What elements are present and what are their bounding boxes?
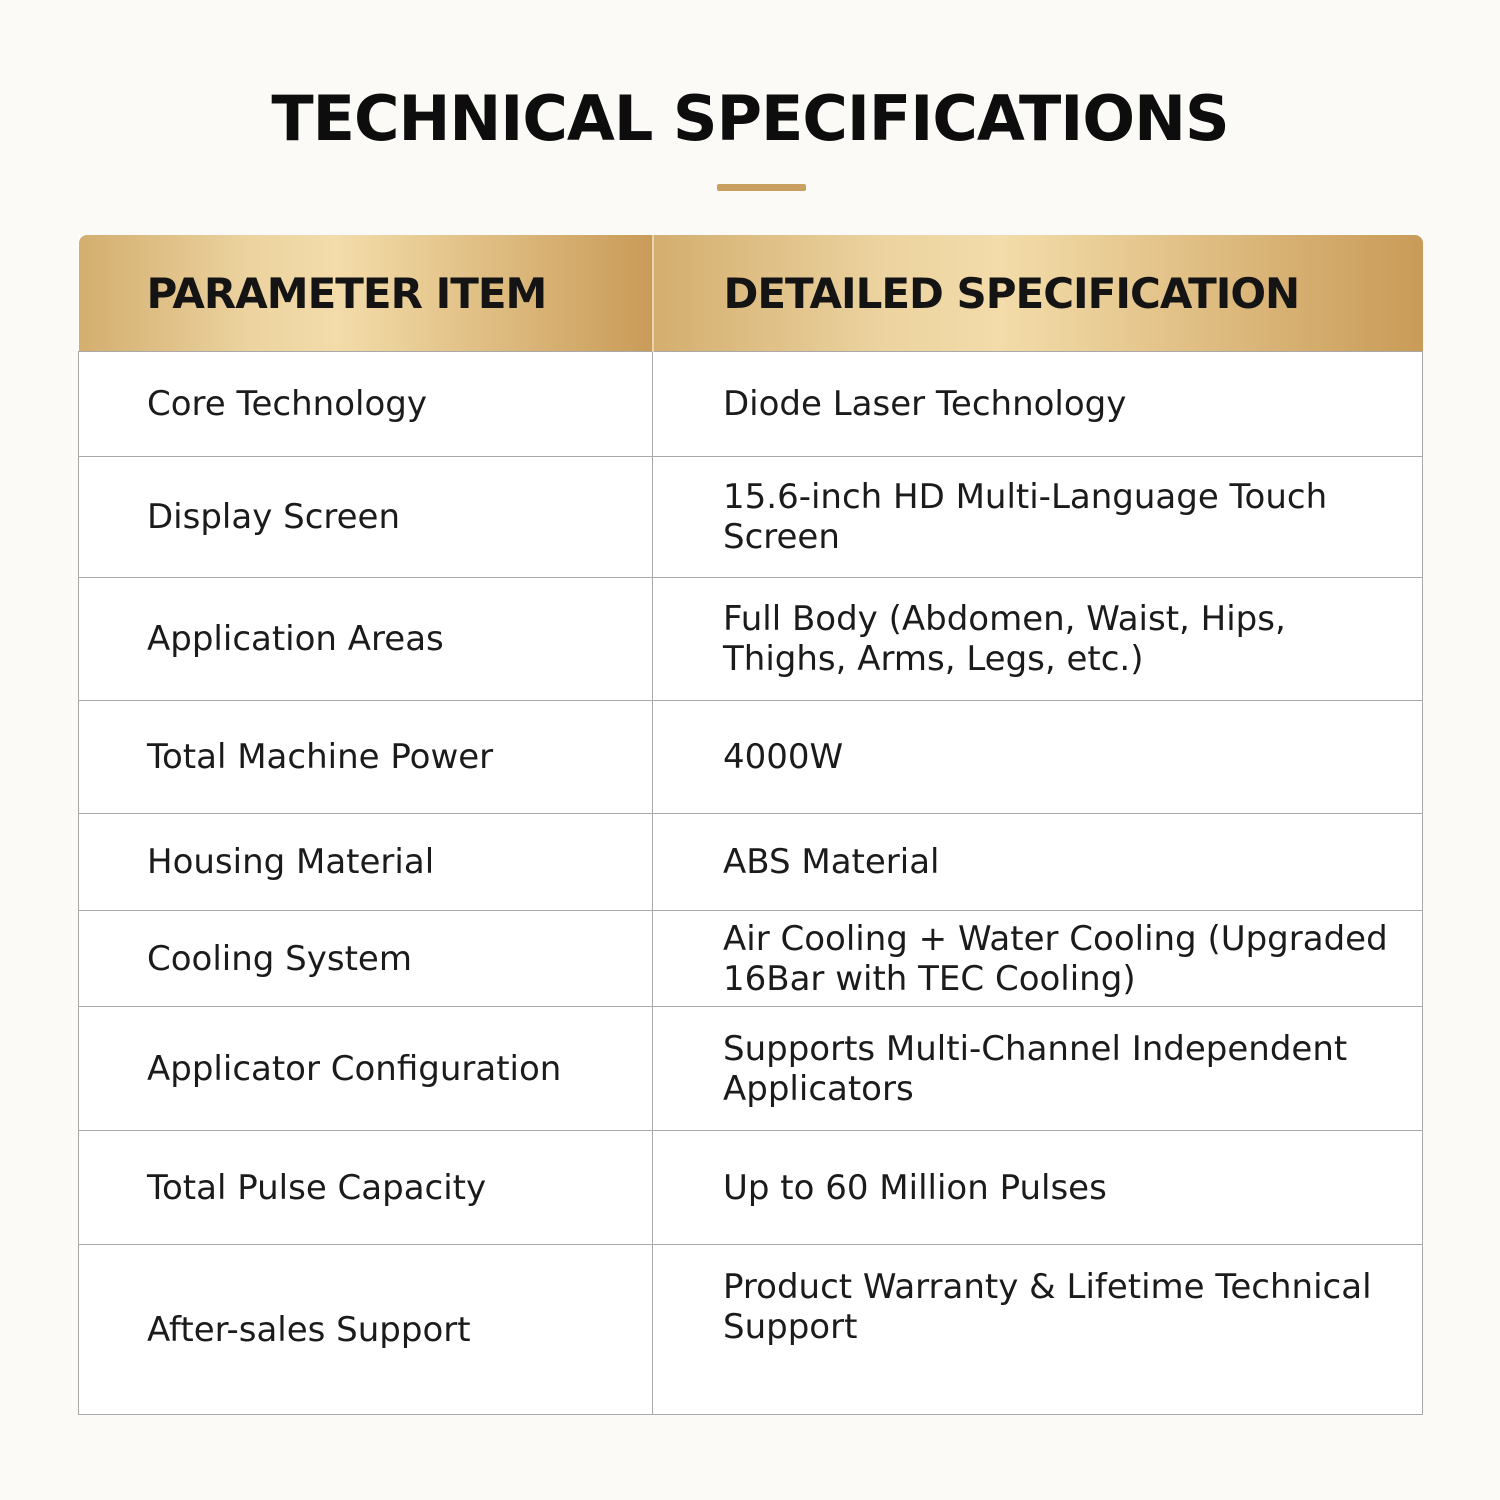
specification-cell: 15.6-inch HD Multi-Language Touch Screen [653,457,1423,578]
specification-cell: Air Cooling + Water Cooling (Upgraded 16Bar with TEC Cooling) [653,911,1423,1007]
header-row [79,235,1423,352]
table-row [79,352,1423,457]
table-body [79,352,1423,1415]
table-row [79,701,1423,814]
parameter-cell: After-sales Support [79,1245,653,1415]
parameter-cell: Display Screen [79,457,653,578]
specification-cell: 4000W [653,701,1423,814]
specification-cell: Full Body (Abdomen, Waist, Hips, Thighs, Arms, Legs, etc.) [653,578,1423,701]
specification-cell: Supports Multi-Channel Independent Applicators [653,1007,1423,1131]
specification-cell: ABS Material [653,814,1423,911]
parameter-cell: Total Machine Power [79,701,653,814]
column-header-specification: DETAILED SPECIFICATION [653,235,1423,352]
page-title: TECHNICAL SPECIFICATIONS [271,82,1229,155]
parameter-cell: Cooling System [79,911,653,1007]
specification-cell: Product Warranty & Lifetime Technical Support [653,1245,1423,1415]
parameter-cell: Applicator Configuration [79,1007,653,1131]
table-row [79,814,1423,911]
table-row [79,1007,1423,1131]
title-underline [717,184,806,191]
specification-cell: Up to 60 Million Pulses [653,1131,1423,1245]
specification-cell: Diode Laser Technology [653,352,1423,457]
table-row [79,1245,1423,1415]
parameter-cell: Housing Material [79,814,653,911]
table-header [79,235,1423,352]
parameter-cell: Core Technology [79,352,653,457]
table-row [79,911,1423,1007]
table-row [79,578,1423,701]
table-row [79,457,1423,578]
table-row [79,1131,1423,1245]
parameter-cell: Total Pulse Capacity [79,1131,653,1245]
column-header-parameter: PARAMETER ITEM [79,235,653,352]
parameter-cell: Application Areas [79,578,653,701]
specifications-table [78,235,1423,1415]
